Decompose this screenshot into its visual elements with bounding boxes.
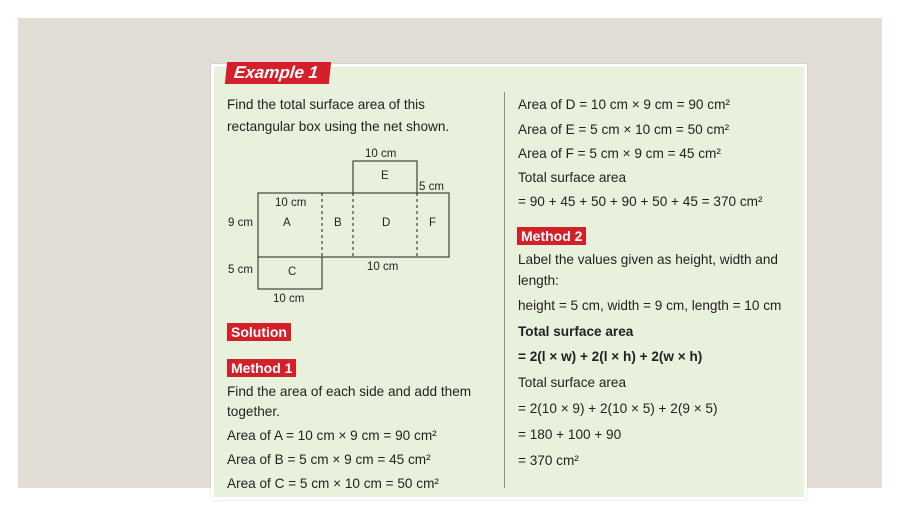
- area-e: Area of E = 5 cm × 10 cm = 50 cm²: [518, 122, 730, 137]
- method2-values: height = 5 cm, width = 9 cm, length = 10 cm: [518, 298, 782, 313]
- total-label-1: Total surface area: [518, 170, 627, 185]
- formula: = 2(l × w) + 2(l × h) + 2(w × h): [518, 349, 703, 364]
- face-label-d: D: [382, 217, 391, 229]
- question-line-2: rectangular box using the net shown.: [227, 119, 450, 134]
- dim-left-a: 9 cm: [228, 217, 253, 229]
- dim-top-a: 10 cm: [275, 197, 307, 209]
- face-label-a: A: [283, 217, 291, 229]
- dim-bottom-d: 10 cm: [367, 261, 399, 273]
- example-banner: Example 1: [225, 62, 331, 84]
- calc-title: Total surface area: [518, 375, 627, 390]
- area-a: Area of A = 10 cm × 9 cm = 90 cm²: [227, 428, 437, 443]
- formula-title: Total surface area: [518, 324, 634, 339]
- dim-e-side: 5 cm: [419, 181, 444, 193]
- solution-tag: Solution: [227, 323, 291, 341]
- column-divider: [504, 92, 505, 488]
- method2-intro-1: Label the values given as height, width and: [518, 252, 778, 267]
- calc-line-2: = 180 + 100 + 90: [518, 427, 622, 442]
- method1-intro-2: together.: [227, 404, 280, 419]
- face-label-c: C: [288, 266, 297, 278]
- face-label-f: F: [429, 217, 437, 229]
- dim-left-c: 5 cm: [228, 264, 253, 276]
- area-c: Area of C = 5 cm × 10 cm = 50 cm²: [227, 476, 439, 491]
- dim-top-e: 10 cm: [365, 148, 397, 160]
- method2-intro-2: length:: [518, 273, 559, 288]
- area-b: Area of B = 5 cm × 9 cm = 45 cm²: [227, 452, 431, 467]
- dim-bottom-c: 10 cm: [273, 293, 305, 305]
- face-label-e: E: [381, 170, 389, 182]
- method2-tag: Method 2: [517, 227, 586, 245]
- question-line-1: Find the total surface area of this: [227, 97, 425, 112]
- area-d: Area of D = 10 cm × 9 cm = 90 cm²: [518, 97, 730, 112]
- calc-line-1: = 2(10 × 9) + 2(10 × 5) + 2(9 × 5): [518, 401, 718, 416]
- face-label-b: B: [334, 217, 342, 229]
- method1-tag: Method 1: [227, 359, 296, 377]
- area-f: Area of F = 5 cm × 9 cm = 45 cm²: [518, 146, 721, 161]
- calc-line-3: = 370 cm²: [518, 453, 579, 468]
- total-sum-1: = 90 + 45 + 50 + 90 + 50 + 45 = 370 cm²: [518, 194, 763, 209]
- method1-intro-1: Find the area of each side and add them: [227, 384, 472, 399]
